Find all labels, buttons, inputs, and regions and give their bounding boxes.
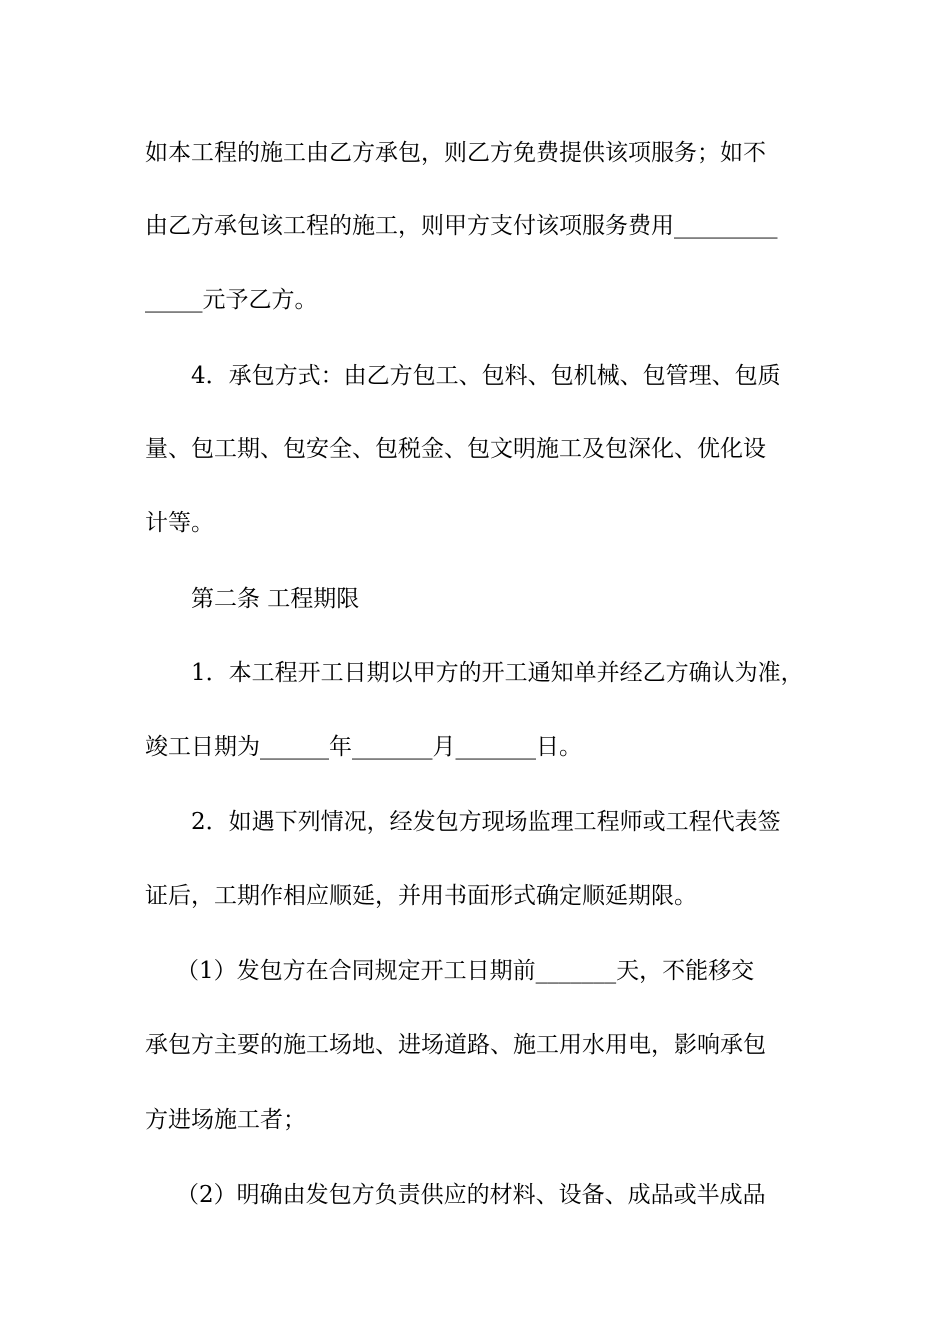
text-line: 承包方主要的施工场地、进场道路、施工用水用电，影响承包	[145, 1032, 766, 1058]
text-line: 方进场施工者；	[145, 1107, 306, 1133]
text-line: 量、包工期、包安全、包税金、包文明施工及包深化、优化设	[145, 436, 766, 462]
text-line: 如本工程的施工由乙方承包，则乙方免费提供该项服务；如不	[145, 140, 766, 166]
text-line: 竣工日期为______年_______月_______日。	[145, 734, 582, 760]
text-line: 证后，工期作相应顺延，并用书面形式确定顺延期限。	[145, 883, 697, 909]
text-line: 计等。	[145, 510, 214, 536]
text-line: 4．承包方式：由乙方包工、包料、包机械、包管理、包质	[191, 363, 781, 389]
text-line: （2）明确由发包方负责供应的材料、设备、成品或半成品	[176, 1182, 766, 1208]
section-heading: 第二条 工程期限	[191, 586, 360, 612]
text-line: （1）发包方在合同规定开工日期前_______天，不能移交	[176, 958, 755, 984]
text-line: 由乙方承包该工程的施工，则甲方支付该项服务费用_________	[145, 213, 778, 239]
text-line: 1．本工程开工日期以甲方的开工通知单并经乙方确认为准，	[191, 660, 804, 686]
text-line: _____元予乙方。	[145, 287, 318, 313]
text-line: 2．如遇下列情况，经发包方现场监理工程师或工程代表签	[191, 809, 781, 835]
